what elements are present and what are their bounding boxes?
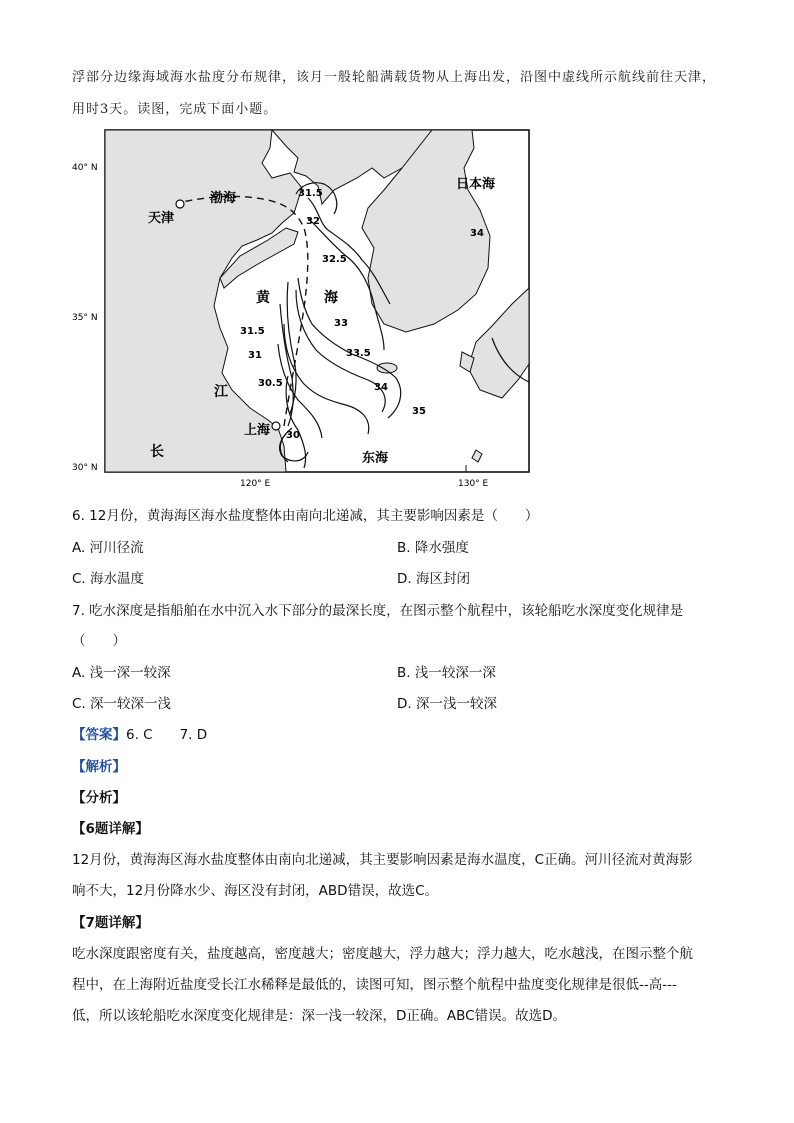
isoline-32-5: 32.5 — [322, 254, 347, 265]
q6-option-d[interactable]: D. 海区封闭 — [397, 571, 470, 587]
intro-line-1: 浮部分边缘海域海水盐度分布规律，该月一般轮船满载货物从上海出发，沿图中虚线所示航线前往天津， — [72, 70, 717, 85]
answer-tag: 【答案】 — [72, 727, 126, 743]
detail-7-line-3: 低，所以该轮船吃水深度变化规律是：深一浅一较深，D正确。ABC错误。故选D。 — [72, 1008, 566, 1024]
isoline-31-5-west: 31.5 — [240, 326, 265, 337]
isoline-30: 30 — [286, 430, 300, 441]
q6-stem: 6. 12月份，黄海海区海水盐度整体由南向北递减，其主要影响因素是（ ） — [72, 508, 539, 524]
label-donghai: 东海 — [362, 451, 389, 466]
q6-option-c[interactable]: C. 海水温度 — [72, 571, 145, 587]
isoline-31-5-top: 31.5 — [298, 188, 323, 199]
tianjin-point — [176, 200, 184, 208]
detail-7-line-1: 吃水深度跟密度有关，盐度越高，密度越大；密度越大，浮力越大；浮力越大，吃水越浅，在图示整个航 — [72, 946, 693, 962]
analysis-tag: 【解析】 — [72, 759, 126, 775]
isoline-33-5: 33.5 — [346, 348, 371, 359]
answer-text: 6. C 7. D — [126, 727, 208, 743]
label-hai: 海 — [324, 290, 338, 306]
isoline-30-5: 30.5 — [258, 378, 283, 389]
isoline-34-south: 34 — [374, 382, 388, 393]
isoline-33: 33 — [334, 318, 348, 329]
q6-option-a[interactable]: A. 河川径流 — [72, 540, 144, 556]
label-jiang: 江 — [214, 384, 228, 400]
lon-130-label: 130° E — [458, 479, 489, 489]
label-huang: 黄 — [256, 290, 270, 306]
lon-120-label: 120° E — [240, 479, 271, 489]
q7-option-d[interactable]: D. 深一浅一较深 — [397, 696, 497, 712]
lat-30-label: 30° N — [72, 463, 98, 473]
label-shanghai: 上海 — [244, 423, 271, 438]
isoline-34-east: 34 — [470, 228, 484, 239]
answer-line — [72, 723, 207, 743]
q7-stem: 7. 吃水深度是指船舶在水中沉入水下部分的最深长度，在图示整个航程中，该轮船吃水深度变化规律是 — [72, 603, 684, 619]
q7-option-a[interactable]: A. 浅一深一较深 — [72, 665, 171, 681]
isoline-32: 32 — [306, 216, 320, 227]
label-chang: 长 — [150, 444, 164, 460]
detail-6-tag: 【6题详解】 — [72, 821, 149, 837]
intro-line-2: 用时3天。读图，完成下面小题。 — [72, 102, 278, 117]
label-japan-sea: 日本海 — [456, 177, 496, 192]
lat-35-label: 35° N — [72, 313, 98, 323]
lat-40-label: 40° N — [72, 163, 98, 173]
q7-paren: （ ） — [72, 633, 126, 649]
q7-option-b[interactable]: B. 浅一较深一深 — [397, 665, 496, 681]
q7-option-c[interactable]: C. 深一较深一浅 — [72, 696, 172, 712]
shanghai-point — [272, 422, 280, 430]
fenxi-tag: 【分析】 — [72, 790, 126, 806]
detail-7-tag: 【7题详解】 — [72, 915, 149, 931]
salinity-map — [72, 128, 542, 489]
detail-6-line-1: 12月份，黄海海区海水盐度整体由南向北递减，其主要影响因素是海水温度，C正确。河川径流对黄海影 — [72, 852, 693, 868]
detail-6-line-2: 响不大，12月份降水少、海区没有封闭，ABD错误，故选C。 — [72, 883, 438, 899]
q6-option-b[interactable]: B. 降水强度 — [397, 540, 469, 556]
label-bohai: 渤海 — [210, 191, 237, 206]
isoline-31: 31 — [248, 350, 262, 361]
detail-7-line-2: 程中，在上海附近盐度受长江水稀释是最低的，读图可知，图示整个航程中盐度变化规律是很低--高--- — [72, 977, 677, 993]
label-tianjin: 天津 — [148, 211, 175, 226]
isoline-35: 35 — [412, 406, 426, 417]
